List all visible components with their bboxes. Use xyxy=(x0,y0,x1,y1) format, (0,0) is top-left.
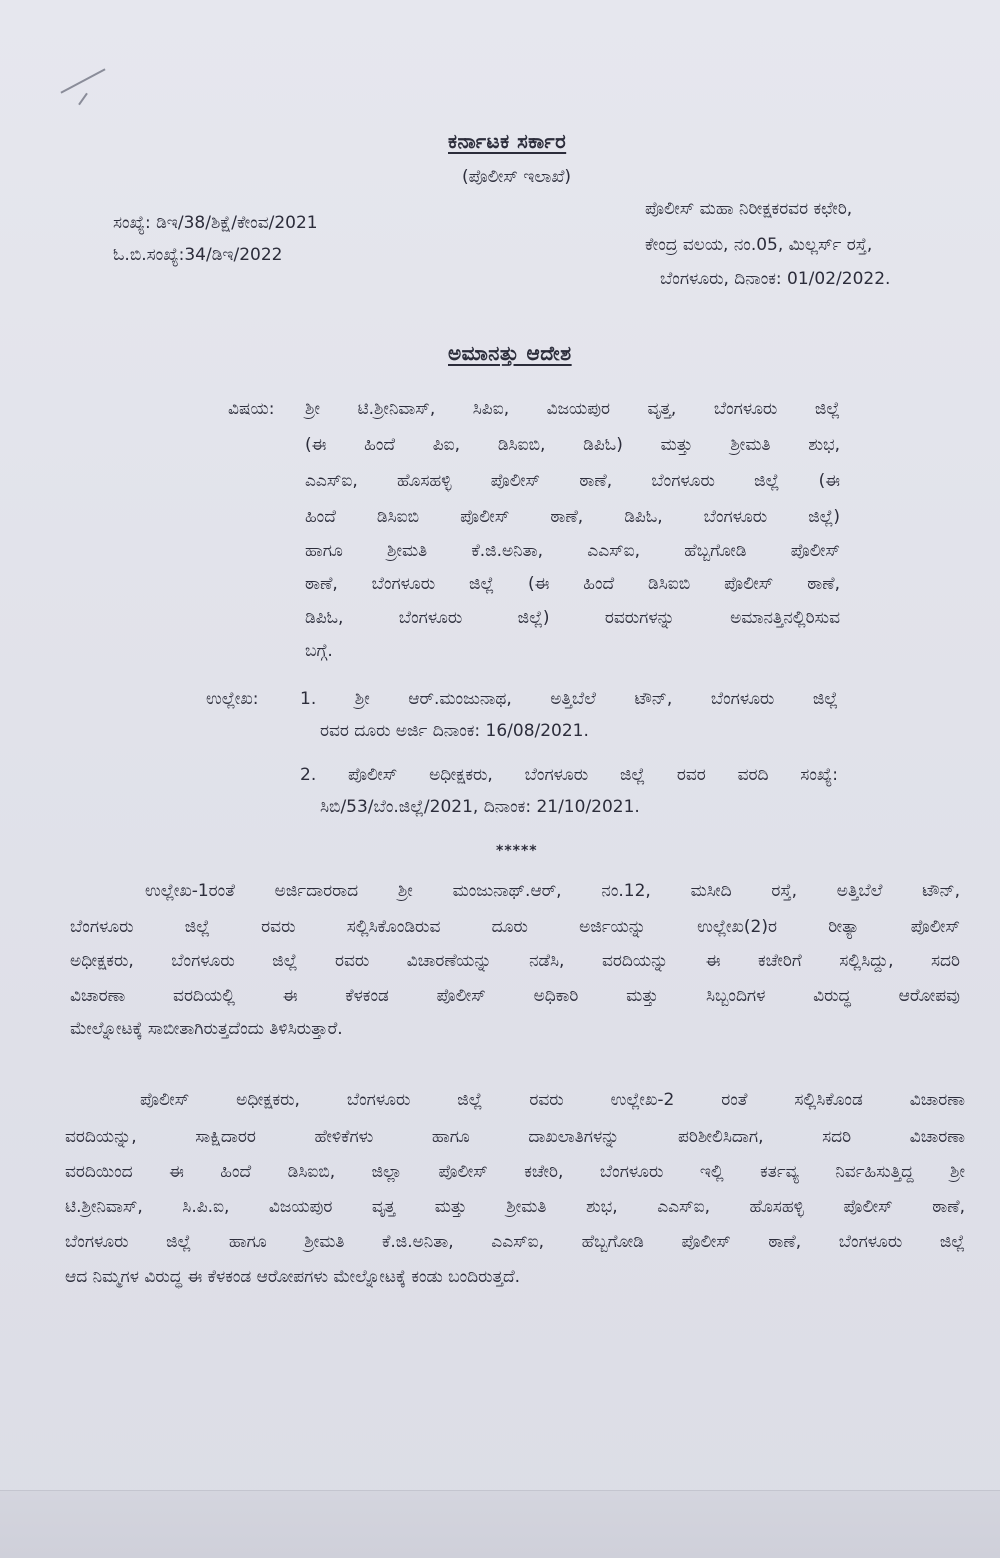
government-heading: ಕರ್ನಾಟಕ ಸರ್ಕಾರ xyxy=(448,129,567,153)
reference-2-line-1: 2. ಪೊಲೀಸ್ ಅಧೀಕ್ಷಕರು, ಬೆಂಗಳೂರು ಜಿಲ್ಲೆ ರವರ ವರದಿ ಸಂಖ್ಯೆ: xyxy=(300,765,838,785)
references-label: ಉಲ್ಲೇಖ: xyxy=(206,689,259,709)
office-line-2: ಕೇಂದ್ರ ವಲಯ, ನಂ.05, ಮಿಲ್ಲರ್ಸ್ ರಸ್ತೆ, xyxy=(645,235,873,255)
page-bottom-edge xyxy=(0,1490,1000,1558)
paragraph-1-line: ಬೆಂಗಳೂರು ಜಿಲ್ಲೆ ರವರು ಸಲ್ಲಿಸಿಕೊಂಡಿರುವ ದೂರು ಅರ್ಜಿಯನ್ನು ಉಲ್ಲೇಖ(2)ರ ರೀತ್ಯಾ ಪೊಲೀಸ್ xyxy=(70,917,960,937)
department-subheading: (ಪೊಲೀಸ್ ಇಲಾಖೆ) xyxy=(462,167,572,187)
subject-line: ಬಗ್ಗೆ. xyxy=(305,641,333,661)
order-title: ಅಮಾನತ್ತು ಆದೇಶ xyxy=(448,341,572,365)
paragraph-2-line: ಪೊಲೀಸ್ ಅಧೀಕ್ಷಕರು, ಬೆಂಗಳೂರು ಜಿಲ್ಲೆ ರವರು ಉಲ್ಲೇಖ-2 ರಂತೆ ಸಲ್ಲಿಸಿಕೊಂಡ ವಿಚಾರಣಾ xyxy=(140,1090,965,1110)
reference-1-line-1: 1. ಶ್ರೀ ಆರ್.ಮಂಜುನಾಥ, ಅತ್ತಿಬೆಲೆ ಟೌನ್, ಬೆಂಗಳೂರು ಜಿಲ್ಲೆ xyxy=(300,689,838,709)
paragraph-1-line: ಅಧೀಕ್ಷಕರು, ಬೆಂಗಳೂರು ಜಿಲ್ಲೆ ರವರು ವಿಚಾರಣೆಯನ್ನು ನಡೆಸಿ, ವರದಿಯನ್ನು ಈ ಕಚೇರಿಗೆ ಸಲ್ಲಿಸಿದ್ದು, ಸದರಿ xyxy=(70,951,960,971)
reference-2-line-2: ಸಿಬಿ/53/ಬೆಂ.ಜಿಲ್ಲೆ/2021, ದಿನಾಂಕ: 21/10/2021. xyxy=(320,797,640,817)
paragraph-2-line: ಬೆಂಗಳೂರು ಜಿಲ್ಲೆ ಹಾಗೂ ಶ್ರೀಮತಿ ಕೆ.ಜಿ.ಅನಿತಾ, ಎಎಸ್ಐ, ಹೆಬ್ಬಗೋಡಿ ಪೊಲೀಸ್ ಠಾಣೆ, ಬೆಂಗಳೂರು ಜಿಲ್ಲೆ xyxy=(65,1232,965,1252)
paragraph-2-line: ವರದಿಯಿಂದ ಈ ಹಿಂದೆ ಡಿಸಿಐಬಿ, ಜಿಲ್ಲಾ ಪೊಲೀಸ್ ಕಚೇರಿ, ಬೆಂಗಳೂರು ಇಲ್ಲಿ ಕರ್ತವ್ಯ ನಿರ್ವಹಿಸುತ್ತಿದ್ದ ಶ್ರೀ xyxy=(65,1162,965,1182)
paragraph-2-line: ವರದಿಯನ್ನು, ಸಾಕ್ಷಿದಾರರ ಹೇಳಿಕೆಗಳು ಹಾಗೂ ದಾಖಲಾತಿಗಳನ್ನು ಪರಿಶೀಲಿಸಿದಾಗ, ಸದರಿ ವಿಚಾರಣಾ xyxy=(65,1127,965,1147)
office-line-3-date: ಬೆಂಗಳೂರು, ದಿನಾಂಕ: 01/02/2022. xyxy=(660,269,891,289)
reference-number: ಸಂಖ್ಯೆ: ಡಿಇ/38/ಶಿಕ್ಷೆ/ಕೇಂವ/2021 xyxy=(113,213,318,233)
subject-line: ಡಿಪಿಓ, ಬೆಂಗಳೂರು ಜಿಲ್ಲೆ) ರವರುಗಳನ್ನು ಅಮಾನತ್ತಿನಲ್ಲಿರಿಸುವ xyxy=(305,608,840,628)
paragraph-1-line: ಉಲ್ಲೇಖ-1ರಂತೆ ಅರ್ಜಿದಾರರಾದ ಶ್ರೀ ಮಂಜುನಾಥ್.ಆರ್, ನಂ.12, ಮಸೀದಿ ರಸ್ತೆ, ಅತ್ತಿಬೆಲೆ ಟೌನ್, xyxy=(145,881,960,901)
paragraph-1-line: ವಿಚಾರಣಾ ವರದಿಯಲ್ಲಿ ಈ ಕೆಳಕಂಡ ಪೊಲೀಸ್ ಅಧಿಕಾರಿ ಮತ್ತು ಸಿಬ್ಬಂದಿಗಳ ವಿರುದ್ಧ ಆರೋಪವು xyxy=(70,986,960,1006)
subject-line: ಶ್ರೀ ಟಿ.ಶ್ರೀನಿವಾಸ್, ಸಿಪಿಐ, ವಿಜಯಪುರ ವೃತ್ತ, ಬೆಂಗಳೂರು ಜಿಲ್ಲೆ xyxy=(305,399,840,419)
subject-line: ಎಎಸ್ಐ, ಹೊಸಹಳ್ಳಿ ಪೊಲೀಸ್ ಠಾಣೆ, ಬೆಂಗಳೂರು ಜಿಲ್ಲೆ (ಈ xyxy=(305,471,840,491)
office-line-1: ಪೊಲೀಸ್ ಮಹಾ ನಿರೀಕ್ಷಕರವರ ಕಛೇರಿ, xyxy=(645,199,853,219)
subject-line: ಠಾಣೆ, ಬೆಂಗಳೂರು ಜಿಲ್ಲೆ (ಈ ಹಿಂದೆ ಡಿಸಿಐಬಿ ಪೊಲೀಸ್ ಠಾಣೆ, xyxy=(305,574,840,594)
paragraph-1-line: ಮೇಲ್ನೋಟಕ್ಕೆ ಸಾಬೀತಾಗಿರುತ್ತದೆಂದು ತಿಳಿಸಿರುತ್ತಾರೆ. xyxy=(70,1019,343,1039)
ob-number: ಓ.ಬಿ.ಸಂಖ್ಯೆ:34/ಡಿಇ/2022 xyxy=(113,245,283,265)
reference-1-line-2: ರವರ ದೂರು ಅರ್ಜಿ ದಿನಾಂಕ: 16/08/2021. xyxy=(320,721,589,741)
separator: ***** xyxy=(496,843,538,859)
subject-line: (ಈ ಹಿಂದೆ ಪಿಐ, ಡಿಸಿಐಬಿ, ಡಿಪಿಓ) ಮತ್ತು ಶ್ರೀಮತಿ ಶುಭ, xyxy=(305,435,840,455)
paragraph-2-line: ಆದ ನಿಮ್ಮಗಳ ವಿರುದ್ಧ ಈ ಕೆಳಕಂಡ ಆರೋಪಗಳು ಮೇಲ್ನೋಟಕ್ಕೆ ಕಂಡು ಬಂದಿರುತ್ತದೆ. xyxy=(65,1267,521,1287)
subject-line: ಹಿಂದೆ ಡಿಸಿಐಬಿ ಪೊಲೀಸ್ ಠಾಣೆ, ಡಿಪಿಓ, ಬೆಂಗಳೂರು ಜಿಲ್ಲೆ) xyxy=(305,507,840,527)
subject-line: ಹಾಗೂ ಶ್ರೀಮತಿ ಕೆ.ಜಿ.ಅನಿತಾ, ಎಎಸ್ಐ, ಹೆಬ್ಬಗೋಡಿ ಪೊಲೀಸ್ xyxy=(305,541,840,561)
paragraph-2-line: ಟಿ.ಶ್ರೀನಿವಾಸ್, ಸಿ.ಪಿ.ಐ, ವಿಜಯಪುರ ವೃತ್ತ ಮತ್ತು ಶ್ರೀಮತಿ ಶುಭ, ಎಎಸ್ಐ, ಹೊಸಹಳ್ಳಿ ಪೊಲೀಸ್ ಠಾಣೆ, xyxy=(65,1197,965,1217)
subject-label: ವಿಷಯ: xyxy=(228,399,275,419)
